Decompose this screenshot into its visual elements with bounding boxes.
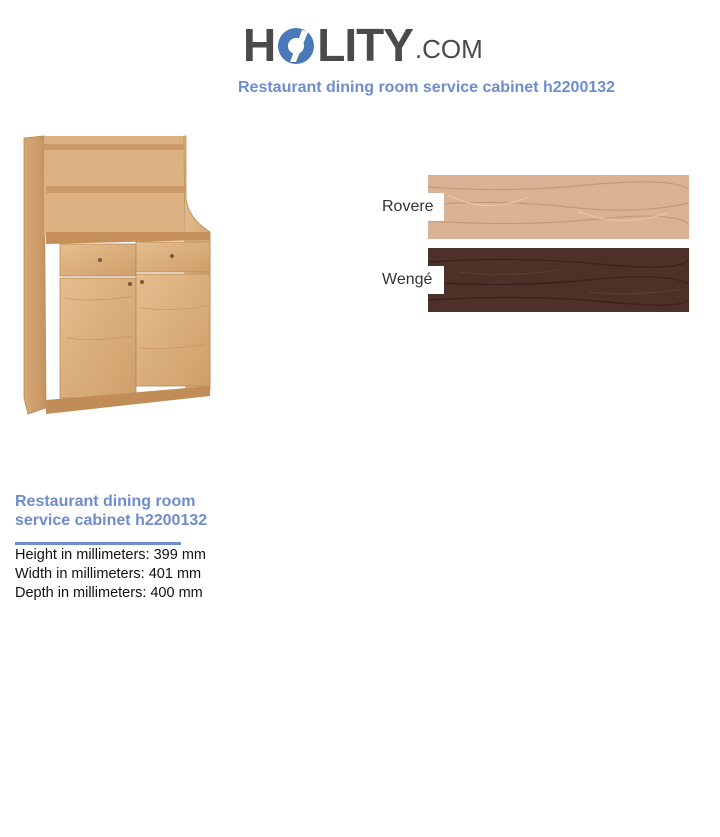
wenge-swatch: [428, 248, 689, 312]
logo-tld: .COM: [414, 34, 483, 64]
dimension-width: Width in millimeters: 401 mm: [15, 566, 202, 582]
product-dimensions: [15, 546, 206, 603]
logo-letter-h: H: [243, 19, 276, 71]
product-title: Restaurant dining room service cabinet h2200132: [15, 493, 208, 529]
dimension-height: Height in millimeters: 399 mm: [15, 547, 206, 563]
page-title: Restaurant dining room service cabinet h2200132: [238, 79, 616, 96]
logo-letters-lity: LITY: [317, 19, 413, 71]
logo-o-mark-icon: [276, 26, 316, 66]
finish-label: Rovere: [380, 193, 444, 221]
brand-logo[interactable]: [243, 10, 488, 70]
finish-rovere[interactable]: [380, 175, 444, 239]
finish-label: Wengé: [380, 266, 444, 294]
dimension-depth: Depth in millimeters: 400 mm: [15, 585, 203, 601]
rovere-swatch: [428, 175, 689, 239]
title-underline: [15, 542, 181, 545]
product-image: [14, 128, 219, 423]
finish-wenge[interactable]: [380, 248, 444, 312]
logo-wordmark: [243, 20, 413, 70]
